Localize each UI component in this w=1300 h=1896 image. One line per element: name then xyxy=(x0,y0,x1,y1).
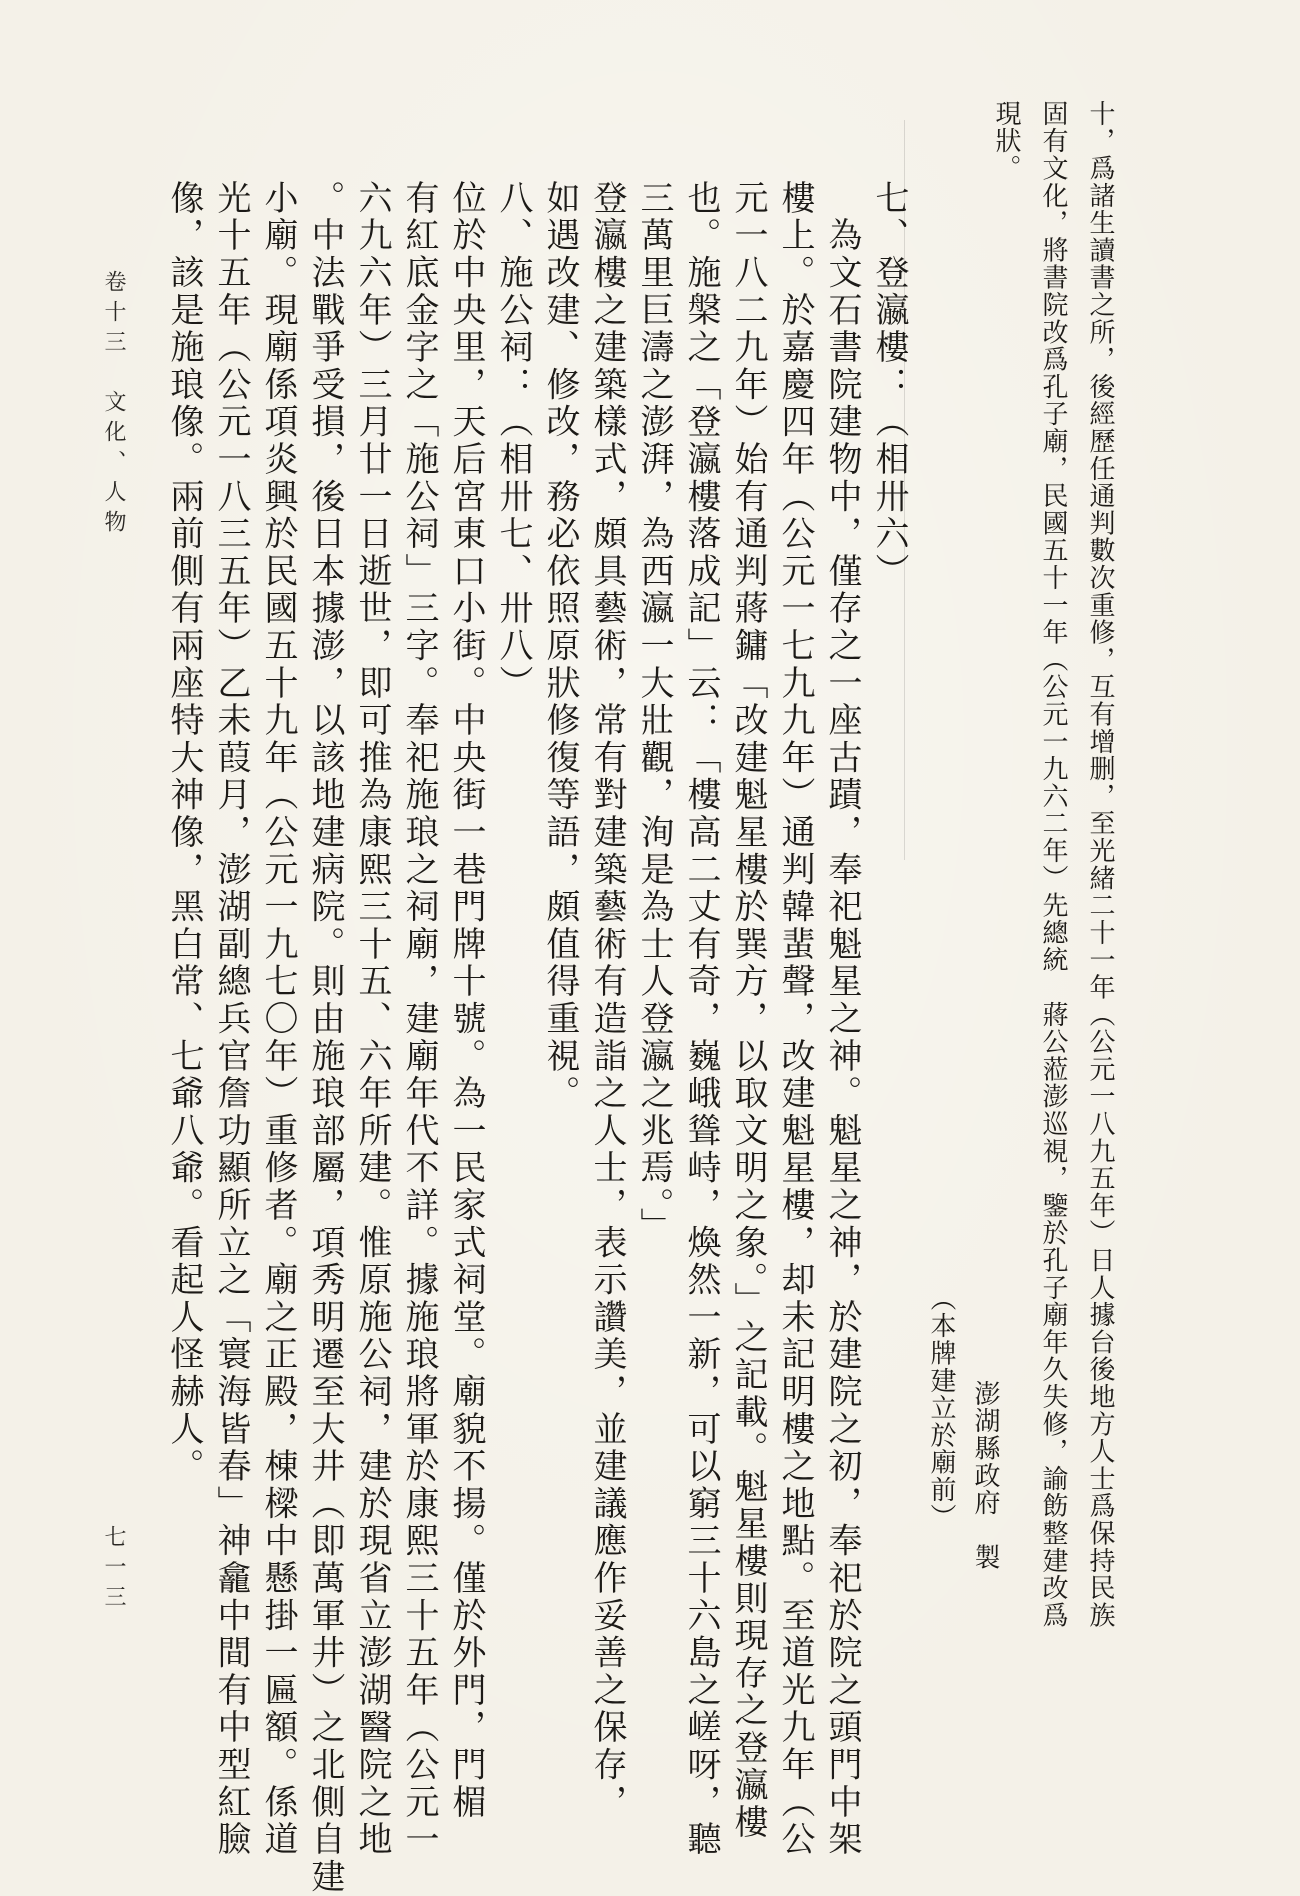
inscription-note: （本牌建立於廟前） xyxy=(926,1285,956,1531)
inscription-line: 現狀。 xyxy=(991,100,1021,182)
body-line: 樓上。於嘉慶四年（公元一七九九年）通判韓蜚聲，改建魁星樓，却未記明樓之地點。至道光九年（公 xyxy=(775,180,815,1859)
body-line: 三萬里巨濤之澎湃，為西瀛一大壯觀，洵是為士人登瀛之兆焉。」 xyxy=(634,180,674,1245)
body-line: 位於中央里，天后宮東口小街。中央街一巷門牌十號。為一民家式祠堂。廟貌不揚。僅於外門，門楣 xyxy=(446,180,486,1822)
section-heading: 八、施公祠：（相卅七、卅八） xyxy=(493,180,533,703)
inscription-line: 固有文化，將書院改爲孔子廟，民國五十一年（公元一九六二年）先總統 蔣公蒞澎巡視，鑒於孔子廟年久失修，諭飭整建改爲 xyxy=(1038,100,1068,1629)
page-number: 七一三 xyxy=(101,1525,126,1615)
body-line: 光十五年（公元一八三五年）乙未葭月，澎湖副總兵官詹功顯所立之「寰海皆春」神龕中間有中型紅臉 xyxy=(211,180,251,1859)
body-line: 元一八二九年）始有通判蔣鏞「改建魁星樓於巽方，以取文明之象。」之記載。魁星樓則現存之登瀛樓 xyxy=(728,180,768,1842)
body-line: 為文石書院建物中，僅存之一座古蹟，奉祀魁星之神。魁星之神，於建院之初，奉祀於院之頭門中架 xyxy=(822,180,862,1859)
body-line: 有紅底金字之「施公祠」三字。奉祀施琅之祠廟，建廟年代不詳。據施琅將軍於康熙三十五年（公元一 xyxy=(399,180,439,1859)
inscription-line: 十，爲諸生讀書之所，後經歷任通判數次重修，互有增删，至光緒二十一年（公元一八九五年）日人據台後地方人士爲保持民族 xyxy=(1085,100,1115,1629)
body-line: 六九六年）三月廿一日逝世，即可推為康熙三十五、六年所建。惟原施公祠，建於現省立澎湖醫院之地 xyxy=(352,180,392,1859)
body-line: 登瀛樓之建築樣式，頗具藝術，常有對建築藝術有造詣之人士，表示讚美，並建議應作妥善之保存， xyxy=(587,180,627,1822)
body-line: 也。施槃之「登瀛樓落成記」云：「樓高二丈有奇，巍峨聳峙，煥然一新，可以窮三十六島之嵯呀，聽 xyxy=(681,180,721,1859)
section-heading: 七、登瀛樓：（相卅六） xyxy=(869,180,909,591)
section-footer: 卷十三 文化、人物 xyxy=(101,270,126,540)
inscription-issuer: 澎湖縣政府 製 xyxy=(970,1380,1000,1572)
body-line: 。中法戰爭受損，後日本據澎，以該地建病院。則由施琅部屬，項秀明遷至大井（即萬軍井）之北側自建 xyxy=(305,180,345,1896)
body-line: 像，該是施琅像。兩前側有兩座特大神像，黑白常、七爺八爺。看起人怪赫人。 xyxy=(164,180,204,1486)
body-line: 如遇改建、修改，務必依照原狀修復等語，頗值得重視。 xyxy=(540,180,580,1113)
body-line: 小廟。現廟係項炎興於民國五十九年（公元一九七〇年）重修者。廟之正殿，棟樑中懸掛一匾額。係道 xyxy=(258,180,298,1859)
